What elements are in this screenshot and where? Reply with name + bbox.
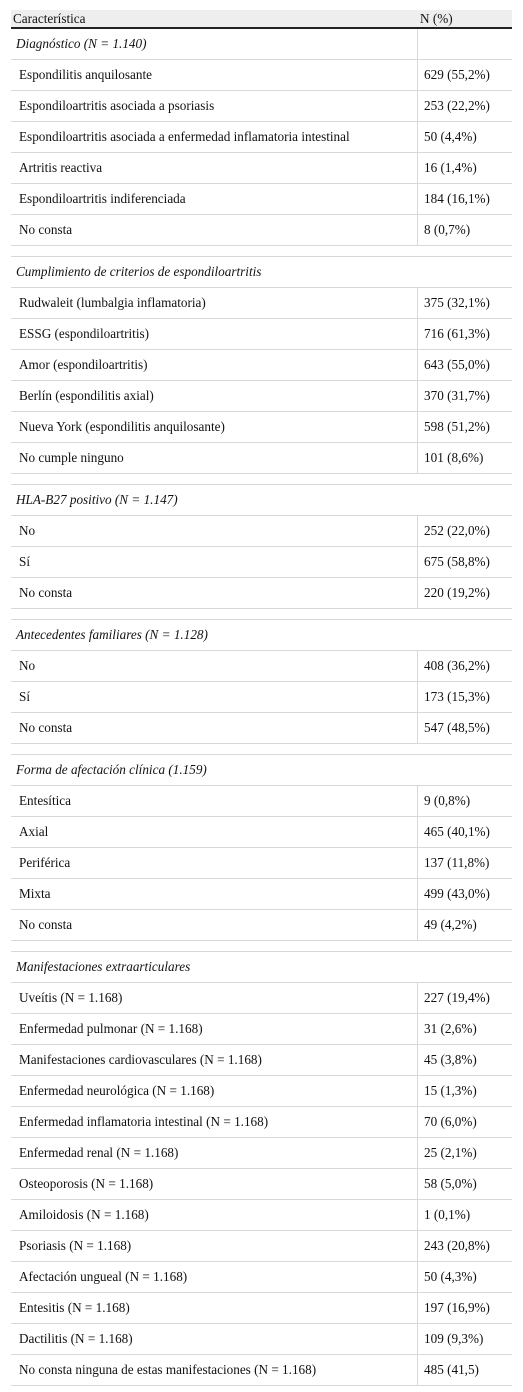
- row-label: No: [11, 651, 418, 681]
- row-label: Espondiloartritis asociada a psoriasis: [11, 91, 418, 121]
- row-value: 101 (8,6%): [424, 450, 484, 465]
- row-value: 109 (9,3%): [424, 1331, 484, 1346]
- row-value: 8 (0,7%): [424, 222, 471, 237]
- table-row: [11, 786, 512, 817]
- row-value: 173 (15,3%): [424, 689, 490, 704]
- section-spacer: [11, 246, 512, 257]
- table-row: [11, 547, 512, 578]
- section-header: [11, 485, 512, 516]
- header-n-percent: N (%): [420, 10, 453, 26]
- table-row: [11, 578, 512, 609]
- table-row: [11, 443, 512, 474]
- section-title: Cumplimiento de criterios de espondiloartritis: [16, 264, 262, 279]
- row-label: Afectación ungueal (N = 1.168): [11, 1262, 418, 1292]
- row-value: 70 (6,0%): [424, 1114, 477, 1129]
- table-row: [11, 879, 512, 910]
- section-title: Antecedentes familiares (N = 1.128): [16, 627, 208, 642]
- row-value: 49 (4,2%): [424, 917, 477, 932]
- section-header: [11, 755, 512, 786]
- table-row: [11, 215, 512, 246]
- table-row: [11, 682, 512, 713]
- row-label: Osteoporosis (N = 1.168): [11, 1169, 418, 1199]
- row-label: Amor (espondiloartritis): [11, 350, 418, 380]
- characteristics-table: [11, 10, 512, 1386]
- table-row: [11, 516, 512, 547]
- row-value: 465 (40,1%): [424, 824, 490, 839]
- table-row: [11, 910, 512, 941]
- row-value: 50 (4,4%): [424, 129, 477, 144]
- row-value: 375 (32,1%): [424, 295, 490, 310]
- table-row: [11, 1169, 512, 1200]
- table-row: [11, 1014, 512, 1045]
- table-row: [11, 381, 512, 412]
- section-title: Diagnóstico (N = 1.140): [11, 29, 418, 59]
- row-value: 137 (11,8%): [424, 855, 490, 870]
- row-label: Enfermedad neurológica (N = 1.168): [11, 1076, 418, 1106]
- row-value: 197 (16,9%): [424, 1300, 490, 1315]
- section-header: [11, 952, 512, 983]
- row-label: Sí: [11, 547, 418, 577]
- row-value: 1 (0,1%): [424, 1207, 471, 1222]
- row-value: 15 (1,3%): [424, 1083, 477, 1098]
- section-title: Forma de afectación clínica (1.159): [16, 762, 207, 777]
- table-row: [11, 848, 512, 879]
- row-value: 408 (36,2%): [424, 658, 490, 673]
- table-row: [11, 1324, 512, 1355]
- row-label: Uveítis (N = 1.168): [11, 983, 418, 1013]
- row-label: No: [11, 516, 418, 546]
- row-label: Nueva York (espondilitis anquilosante): [11, 412, 418, 442]
- table-row: [11, 1076, 512, 1107]
- row-label: Axial: [11, 817, 418, 847]
- table-body: [11, 29, 512, 1386]
- row-label: Entesitis (N = 1.168): [11, 1293, 418, 1323]
- section-title: HLA-B27 positivo (N = 1.147): [16, 492, 178, 507]
- row-label: Espondiloartritis indiferenciada: [11, 184, 418, 214]
- row-value: 243 (20,8%): [424, 1238, 490, 1253]
- table-row: [11, 412, 512, 443]
- section-header: [11, 620, 512, 651]
- section-header: [11, 29, 512, 60]
- row-label: Enfermedad pulmonar (N = 1.168): [11, 1014, 418, 1044]
- header-characteristic: Característica: [13, 10, 86, 26]
- row-value: 598 (51,2%): [424, 419, 490, 434]
- row-value: 629 (55,2%): [424, 67, 490, 82]
- row-value: 16 (1,4%): [424, 160, 477, 175]
- row-value: 31 (2,6%): [424, 1021, 477, 1036]
- row-value: 50 (4,3%): [424, 1269, 477, 1284]
- table-row: [11, 1200, 512, 1231]
- row-label: Manifestaciones cardiovasculares (N = 1.168): [11, 1045, 418, 1075]
- section-title: Manifestaciones extraarticulares: [16, 959, 191, 974]
- row-value: 370 (31,7%): [424, 388, 490, 403]
- row-value: 45 (3,8%): [424, 1052, 477, 1067]
- row-label: Psoriasis (N = 1.168): [11, 1231, 418, 1261]
- table-row: [11, 1355, 512, 1386]
- row-value: 547 (48,5%): [424, 720, 490, 735]
- section-spacer: [11, 609, 512, 620]
- row-label: No cumple ninguno: [11, 443, 418, 473]
- row-label: No consta: [11, 215, 418, 245]
- row-value: 643 (55,0%): [424, 357, 490, 372]
- row-label: ESSG (espondiloartritis): [11, 319, 418, 349]
- table-row: [11, 60, 512, 91]
- row-value: 227 (19,4%): [424, 990, 490, 1005]
- row-value: 485 (41,5): [424, 1362, 479, 1377]
- table-row: [11, 1231, 512, 1262]
- row-label: Espondilitis anquilosante: [11, 60, 418, 90]
- row-label: Amiloidosis (N = 1.168): [11, 1200, 418, 1230]
- row-label: Enfermedad inflamatoria intestinal (N = 1.168): [11, 1107, 418, 1137]
- row-value: 499 (43,0%): [424, 886, 490, 901]
- row-value: 58 (5,0%): [424, 1176, 477, 1191]
- row-label: Berlín (espondilitis axial): [11, 381, 418, 411]
- row-value: 675 (58,8%): [424, 554, 490, 569]
- row-label: No consta: [11, 713, 418, 743]
- table-row: [11, 1293, 512, 1324]
- table-row: [11, 1138, 512, 1169]
- row-value: 184 (16,1%): [424, 191, 490, 206]
- table-row: [11, 1045, 512, 1076]
- section-header: [11, 257, 512, 288]
- section-spacer: [11, 744, 512, 755]
- row-label: Sí: [11, 682, 418, 712]
- row-value: 25 (2,1%): [424, 1145, 477, 1160]
- row-value: 220 (19,2%): [424, 585, 490, 600]
- row-value: 9 (0,8%): [424, 793, 471, 808]
- table-row: [11, 288, 512, 319]
- row-label: Artritis reactiva: [11, 153, 418, 183]
- table-row: [11, 153, 512, 184]
- row-label: No consta ninguna de estas manifestaciones (N = 1.168): [11, 1355, 418, 1385]
- table-row: [11, 350, 512, 381]
- row-label: Periférica: [11, 848, 418, 878]
- row-label: Dactilitis (N = 1.168): [11, 1324, 418, 1354]
- section-spacer: [11, 474, 512, 485]
- table-row: [11, 713, 512, 744]
- section-spacer: [11, 941, 512, 952]
- table-row: [11, 1262, 512, 1293]
- row-value: 253 (22,2%): [424, 98, 490, 113]
- row-value: 716 (61,3%): [424, 326, 490, 341]
- row-label: No consta: [11, 578, 418, 608]
- table-row: [11, 184, 512, 215]
- table-row: [11, 319, 512, 350]
- table-row: [11, 91, 512, 122]
- row-label: Enfermedad renal (N = 1.168): [11, 1138, 418, 1168]
- section-value-empty: [418, 29, 512, 59]
- table-header: [11, 10, 512, 29]
- table-row: [11, 1107, 512, 1138]
- table-row: [11, 817, 512, 848]
- row-value: 252 (22,0%): [424, 523, 490, 538]
- row-label: Rudwaleit (lumbalgia inflamatoria): [11, 288, 418, 318]
- table-row: [11, 122, 512, 153]
- row-label: Mixta: [11, 879, 418, 909]
- row-label: Entesítica: [11, 786, 418, 816]
- table-row: [11, 983, 512, 1014]
- row-label: Espondiloartritis asociada a enfermedad inflamatoria intestinal: [11, 122, 418, 152]
- table-row: [11, 651, 512, 682]
- row-label: No consta: [11, 910, 418, 940]
